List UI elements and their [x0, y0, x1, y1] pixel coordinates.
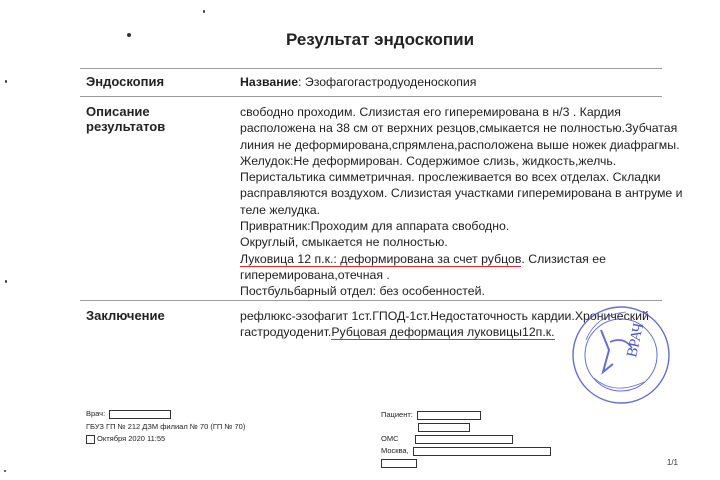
procedure-name: [240, 74, 680, 90]
conclusion-label: Заключение: [86, 308, 165, 323]
procedure-name-value: : Эзофагогастродуоденоскопия: [298, 75, 477, 89]
description-label-line: результатов: [86, 119, 166, 134]
page-title: Результат эндоскопии: [285, 30, 475, 49]
description-line: линия не деформирована,спрямлена,расположена выше ножек диафрагмы.: [240, 137, 680, 152]
description-line: Перистальтика симметричная. прослеживается во всех отделах. Складки: [240, 170, 661, 185]
doctor-stamp-icon: [566, 300, 676, 410]
redaction-box: [413, 447, 551, 456]
redaction-box: [381, 459, 417, 468]
address-line: [381, 446, 551, 456]
date-line: [86, 434, 165, 444]
description-line: теле желудка.: [240, 202, 321, 217]
description-line: Желудок:Не деформирован. Содержимое слизь, жидкость,желчь.: [240, 153, 617, 168]
conclusion-prefix: гастродуоденит.: [240, 325, 332, 340]
procedure-name-key: Название: [240, 75, 299, 89]
description-line: Округлый, смыкается не полностью.: [240, 235, 448, 250]
checkbox-icon: [86, 435, 95, 444]
endoscopy-label: Эндоскопия: [86, 74, 165, 89]
city-label: Москва,: [381, 446, 409, 455]
description-line: расположена на 38 см от верхних резцов,смыкается не полностью.Зубчатая: [240, 121, 678, 136]
section-divider: [80, 68, 662, 69]
oms-line: [381, 434, 513, 444]
report-date: Октября 2020 11:55: [97, 434, 166, 443]
oms-label: ОМС: [381, 434, 399, 443]
description-line: Привратник:Проходим для аппарата свободно.: [240, 219, 510, 234]
conclusion-underlined-text: Рубцовая деформация луковицы12п.к.: [331, 325, 555, 340]
scan-speck: [4, 470, 6, 472]
scan-speck: [203, 10, 205, 13]
scan-speck: [5, 80, 7, 83]
doctor-label: Врач:: [86, 409, 106, 418]
patient-label: Пациент:: [381, 410, 413, 419]
bulb-line: [240, 251, 680, 267]
description-line: расправляются воздухом. Слизистая участками гиперемирована в антруме и: [240, 186, 683, 201]
patient-extra-line: [418, 422, 470, 432]
description-text: [240, 104, 683, 300]
section-divider: [80, 96, 662, 97]
redaction-box: [417, 411, 481, 420]
redaction-box: [109, 410, 171, 419]
address-extra-line: [381, 458, 417, 468]
description-line: свободно проходим. Слизистая его гиперемирована в н/3 . Кардия: [240, 105, 621, 119]
description-line: гиперемирована,отечная .: [240, 267, 390, 282]
description-line: Постбульбарный отдел: без особенностей.: [240, 284, 485, 299]
patient-line: [381, 410, 481, 420]
redaction-box: [418, 423, 470, 432]
bulb-underlined-text: Луковица 12 п.к.: деформирована за счет рубцов: [240, 251, 522, 266]
conclusion-line: рефлюкс-эзофагит 1ст.ГПОД-1ст.Недостаточность кардии.Хронический: [240, 309, 649, 323]
redaction-box: [415, 435, 513, 444]
bulb-rest-text: . Слизистая ее: [521, 251, 606, 266]
description-label: [86, 104, 165, 134]
doctor-line: [86, 409, 171, 419]
stamp-text: ВРАЧ: [624, 321, 648, 359]
scan-speck: [5, 280, 7, 283]
clinic-name: ГБУЗ ГП № 212 ДЗМ филиал № 70 (ГП № 70): [86, 422, 246, 431]
page-number: 1/1: [666, 458, 678, 467]
description-label-line: Описание: [86, 104, 150, 119]
